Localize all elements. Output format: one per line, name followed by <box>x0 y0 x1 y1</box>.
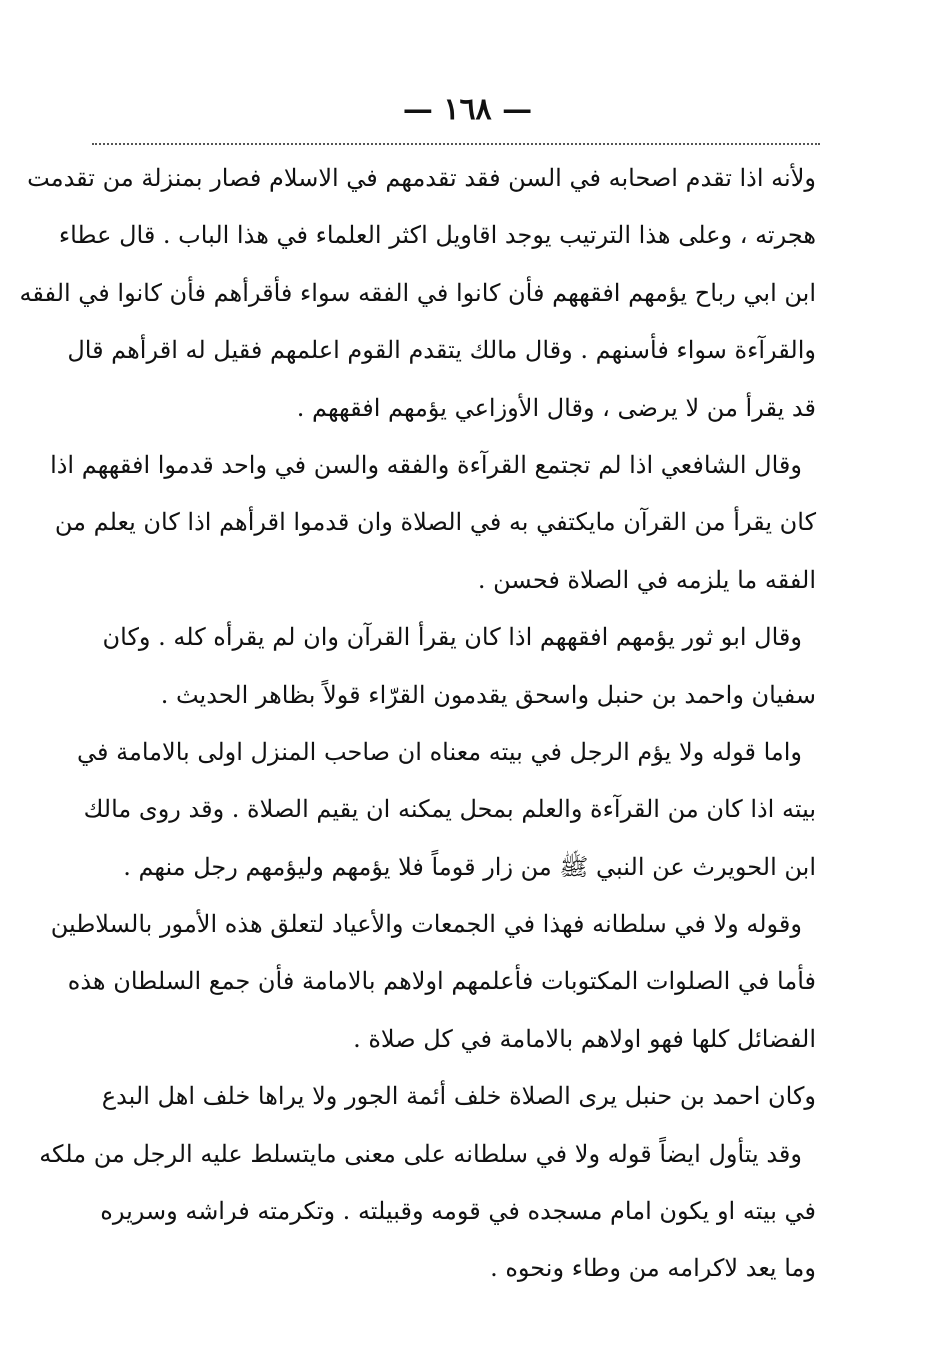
text-line: وكان احمد بن حنبل يرى الصلاة خلف أئمة الجور ولا يراها خلف اهل البدع <box>101 1082 816 1111</box>
text-line: واما قوله ولا يؤم الرجل في بيته معناه ان صاحب المنزل اولى بالامامة في <box>77 737 802 766</box>
text-line: وقال الشافعي اذا لم تجتمع القرآءة والفقه والسن في واحد قدموا افقههم اذا <box>50 450 802 479</box>
page-number: — ١٦٨ — <box>402 92 533 127</box>
text-line: سفيان واحمد بن حنبل واسحق يقدمون القرّاء قولاً بظاهر الحديث . <box>160 680 816 709</box>
paragraph <box>50 896 816 1068</box>
header-divider <box>92 143 820 145</box>
text-line: وما يعد لاكرامه من وطاء ونحوه . <box>490 1254 816 1283</box>
text-line: الفقه ما يلزمه في الصلاة فحسن . <box>477 565 816 594</box>
text-line: فأما في الصلوات المكتوبات فأعلمهم اولاهم بالامامة فأن جمع السلطان هذه <box>67 967 816 996</box>
paragraph <box>101 1068 816 1125</box>
text-line: ولأنه اذا تقدم اصحابه في السن فقد تقدمهم في الاسلام فصار بمنزلة من تقدمت <box>27 164 816 192</box>
paragraph <box>77 724 816 896</box>
paragraph <box>39 1126 816 1298</box>
text-line: وقد يتأول ايضاً قوله ولا في سلطانه على معنى مايتسلط عليه الرجل من ملكه <box>39 1139 802 1168</box>
text-line: هجرته ، وعلى هذا الترتيب يوجد اقاويل اكثر العلماء في هذا الباب . قال عطاء <box>58 221 816 250</box>
body-text <box>19 150 816 1298</box>
paragraph <box>19 150 816 437</box>
text-line: والقرآءة سواء فأسنهم . وقال مالك يتقدم القوم اعلمهم فقيل له اقرأهم قال <box>67 336 816 365</box>
text-line: وقوله ولا في سلطانه فهذا في الجمعات والأعياد لتعلق هذه الأمور بالسلاطين <box>50 910 802 939</box>
paragraph <box>50 437 816 609</box>
text-line: ابن الحويرث عن النبي ﷺ من زار قوماً فلا يؤمهم وليؤمهم رجل منهم . <box>123 852 816 881</box>
text-line: الفضائل كلها فهو اولاهم بالامامة في كل صلاة . <box>353 1024 816 1053</box>
text-line: كان يقرأ من القرآن مايكتفي به في الصلاة وان قدموا اقرأهم اذا كان يعلم من <box>54 508 816 537</box>
text-line: في بيته او يكون امام مسجده في قومه وقبيلته . وتكرمته فراشه وسريره <box>100 1197 816 1226</box>
text-line: ابن ابي رباح يؤمهم افقههم فأن كانوا في الفقه سواء فأقرأهم فأن كانوا في الفقه <box>19 278 816 307</box>
paragraph <box>102 609 816 724</box>
text-line: بيته اذا كان من القرآءة والعلم بمحل يمكنه ان يقيم الصلاة . وقد روى مالك <box>83 795 816 824</box>
text-line: وقال ابو ثور يؤمهم افقههم اذا كان يقرأ القرآن وان لم يقرأه كله . وكان <box>102 623 802 652</box>
text-line: قد يقرأ من لا يرضى ، وقال الأوزاعي يؤمهم افقههم . <box>296 393 816 422</box>
